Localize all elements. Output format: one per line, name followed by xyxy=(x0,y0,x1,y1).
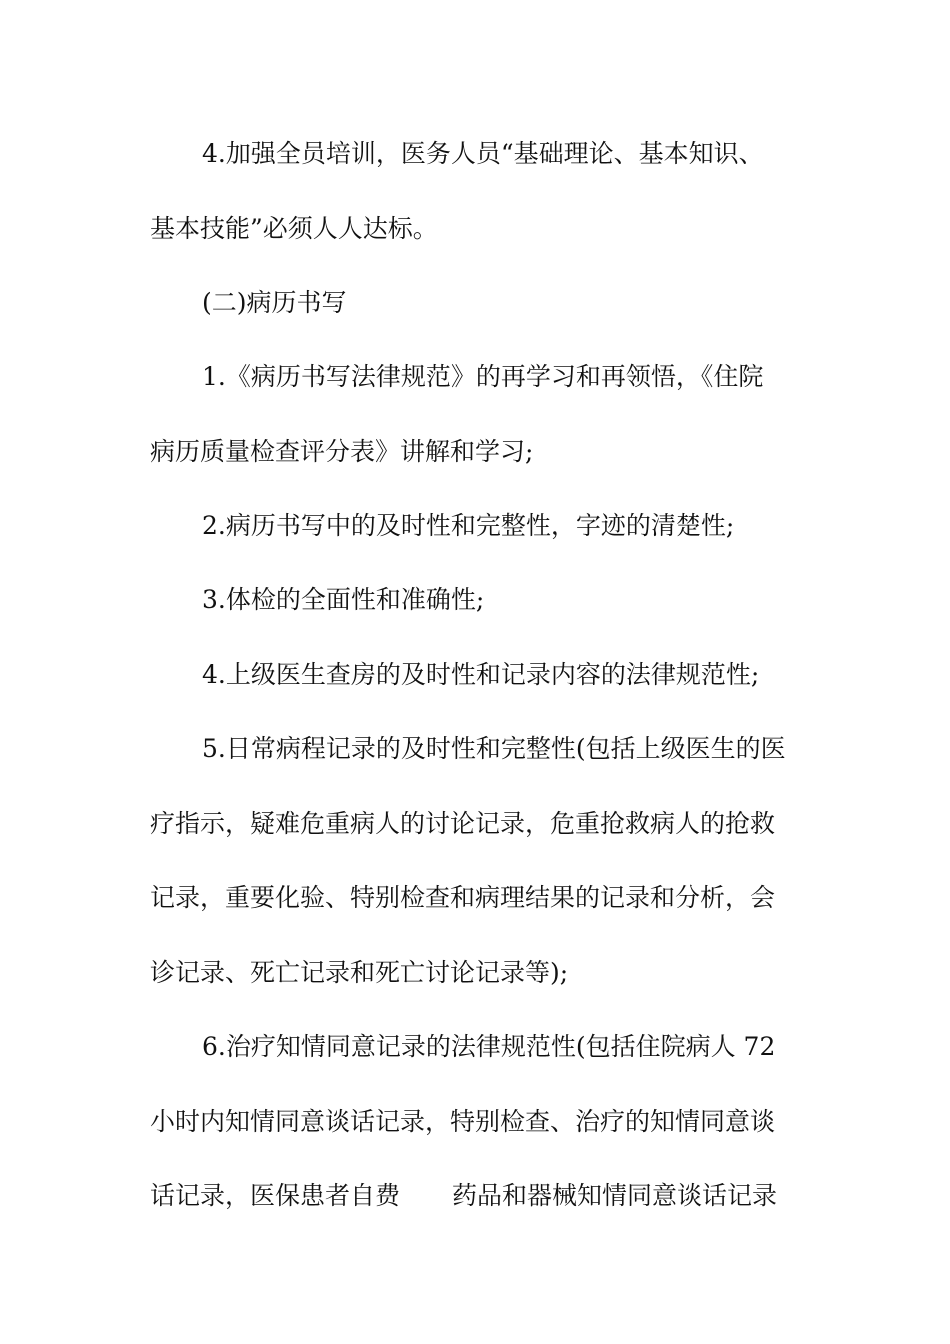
list-item-6 xyxy=(150,1010,810,1234)
paragraph-line: 2.病历书写中的及时性和完整性，字迹的清楚性; xyxy=(202,511,735,540)
paragraph-line: 4.上级医生查房的及时性和记录内容的法律规范性; xyxy=(202,660,760,689)
section-heading-text: (二)病历书写 xyxy=(202,288,347,317)
paragraph-training xyxy=(150,117,810,266)
paragraph-fragment: 药品和器械知情同意谈话记录 xyxy=(452,1181,778,1210)
section-heading-medical-records xyxy=(150,266,810,341)
paragraph-line: 记录，重要化验、特别检查和病理结果的记录和分析，会 xyxy=(150,883,776,912)
list-item-1 xyxy=(150,340,810,489)
paragraph-line: 5.日常病程记录的及时性和完整性(包括上级医生的医 xyxy=(202,734,786,763)
list-item-2 xyxy=(150,489,810,564)
paragraph-line: 疗指示，疑难危重病人的讨论记录，危重抢救病人的抢救 xyxy=(150,808,776,838)
paragraph-line: 病历质量检查评分表》讲解和学习; xyxy=(150,436,534,466)
paragraph-line: 4.加强全员培训，医务人员“基础理论、基本知识、 xyxy=(202,139,764,168)
paragraph-line: 诊记录、死亡记录和死亡讨论记录等); xyxy=(150,957,569,987)
list-item-4 xyxy=(150,638,810,713)
paragraph-line: 1.《病历书写法律规范》的再学习和再领悟，《住院 xyxy=(202,362,764,391)
list-item-5 xyxy=(150,712,810,1010)
list-item-3 xyxy=(150,563,810,638)
paragraph-line: 6.治疗知情同意记录的法律规范性(包括住院病人 72 xyxy=(202,1032,776,1061)
paragraph-fragment: 话记录，医保患者自费 xyxy=(150,1181,401,1210)
paragraph-line: 3.体检的全面性和准确性; xyxy=(202,585,485,614)
paragraph-line: 基本技能”必须人人达标。 xyxy=(150,213,438,243)
paragraph-line xyxy=(150,1159,810,1234)
paragraph-line: 小时内知情同意谈话记录，特别检查、治疗的知情同意谈 xyxy=(150,1106,776,1136)
